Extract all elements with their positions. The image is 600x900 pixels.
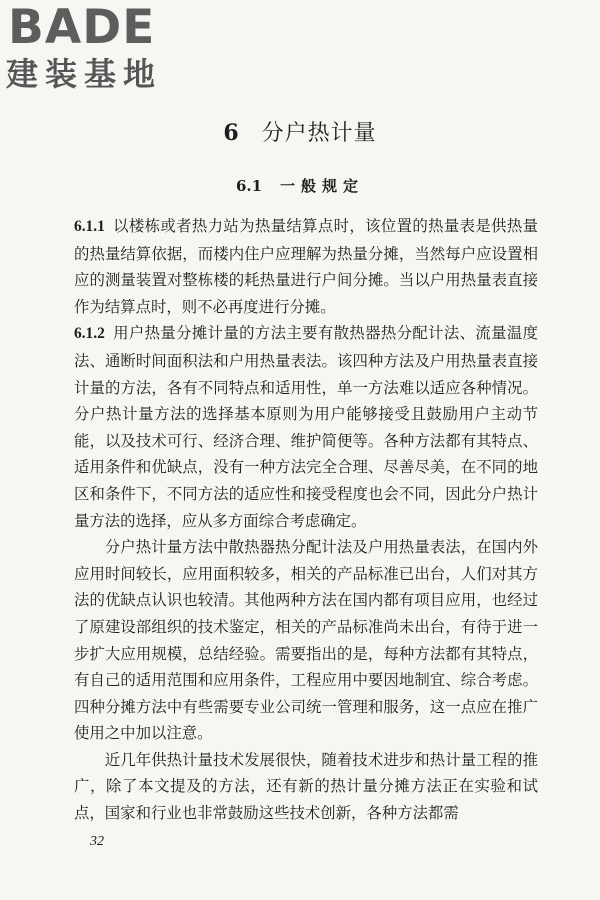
logo-subtitle: 建装基地	[6, 55, 163, 93]
logo-wordmark: BADE	[8, 0, 156, 55]
clause-number: 6.1.2	[74, 325, 105, 343]
section-title-text: 一般规定	[280, 177, 365, 195]
page-number: 32	[90, 834, 104, 849]
clause-6-1-1	[74, 213, 538, 320]
section-number: 6.1	[235, 177, 263, 195]
paragraph: 分户热计量方法中散热器热分配计法及户用热量表法，在国内外应用时间较长，应用面积较多，相关的产品标准已出台，人们对其方法的优缺点认识也较清。其他两种方法在国内都有项目应用，也经过了原建设部组织的技术鉴定，相关的产品标准尚未出台，有待于进一步扩大应用规模，总结经验。需要指出的是，每种方法都有其特点，有自己的适用范围和应用条件，工程应用中要因地制宜、综合考虑。四种分摊方法中有些需要专业公司统一管理和服务，这一点应在推广使用之中加以注意。	[74, 538, 538, 743]
clause-text: 用户热量分摊计量的方法主要有散热器热分配计法、流量温度法、通断时间面积法和户用热量表法。该四种方法及户用热量表直接计量的方法，各有不同特点和适用性，单一方法难以适应各种情况。分户热计量方法的选择基本原则为用户能够接受且鼓励用户主动节能，以及技术可行、经济合理、维护简便等。各种方法都有其特点、适用条件和优缺点，没有一种方法完全合理、尽善尽美，在不同的地区和条件下，不同方法的适应性和接受程度也会不同，因此分户热计量方法的选择，应从多方面综合考虑确定。	[74, 324, 538, 530]
chapter-title	[0, 118, 600, 149]
section-title	[0, 175, 600, 197]
bade-logo	[4, 2, 184, 94]
chapter-number: 6	[223, 120, 240, 146]
clause-text: 以楼栋或者热力站为热量结算点时，该位置的热量表是供热量的热量结算依据，而楼内住户应理解为热量分摊，当然每户应设置相应的测量装置对整栋楼的耗热量进行户间分摊。当以户用热量表直接作为结算点时，则不必再度进行分摊。	[74, 217, 538, 316]
body-text	[74, 213, 538, 827]
clause-number: 6.1.1	[74, 218, 105, 235]
paragraph: 近几年供热计量技术发展很快，随着技术进步和热计量工程的推广，除了本文提及的方法，还有新的热计量分摊方法正在实验和试点，国家和行业也非常鼓励这些技术创新，各种方法都需	[74, 750, 538, 823]
chapter-title-text: 分户热计量	[261, 121, 377, 146]
clause-6-1-2	[74, 320, 538, 534]
